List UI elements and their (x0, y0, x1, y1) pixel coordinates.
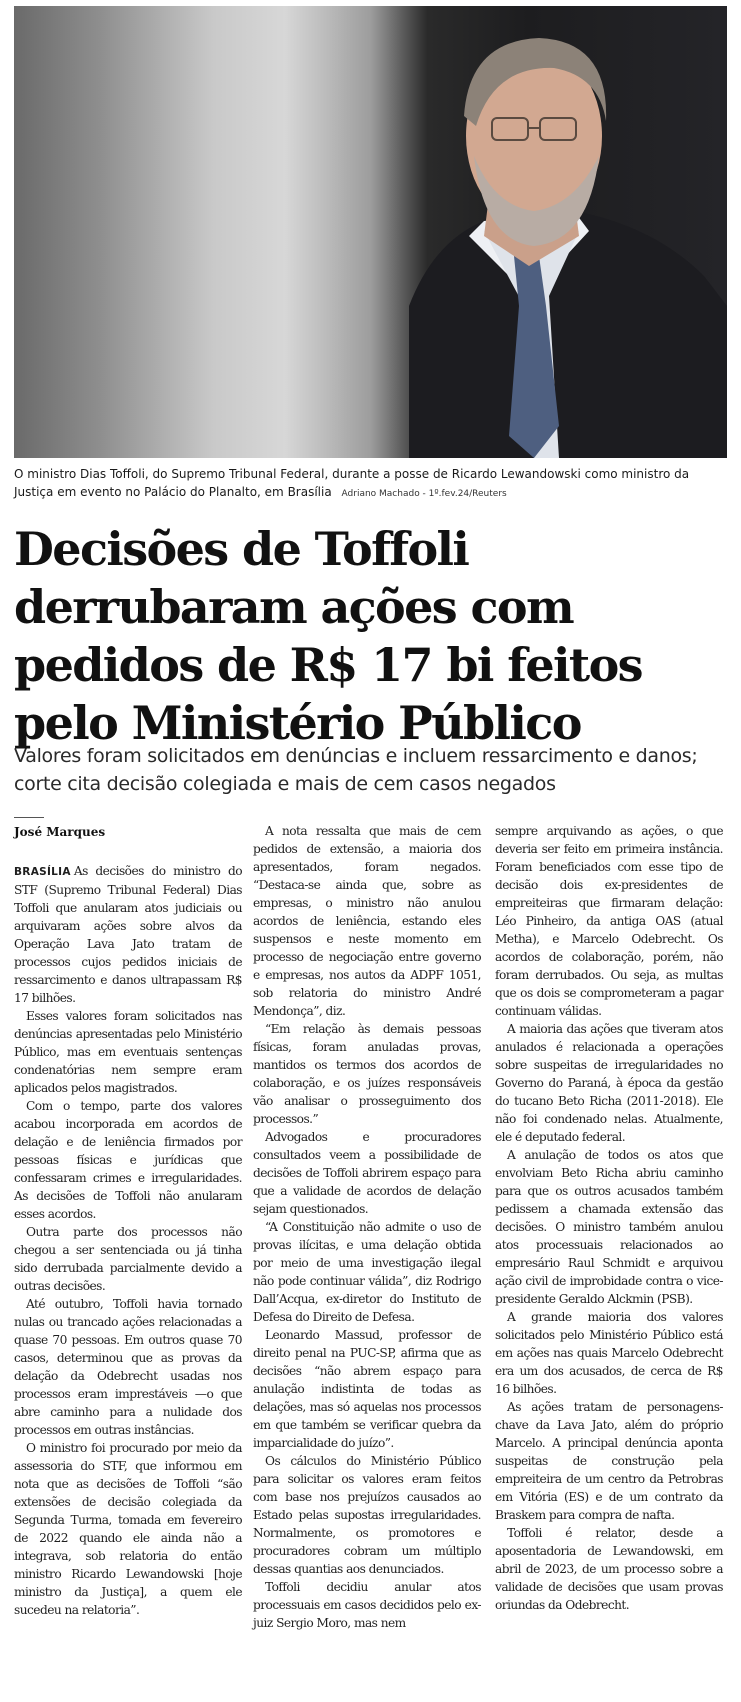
article-paragraph: Os cálculos do Ministério Público para solicitar os valores eram feitos com base nos prejuízos causados ao Estado pelas supostas irregularidades. Normalmente, os promotores e procuradores cobram um múltiplo dessas quantias aos denunciados. (253, 1454, 481, 1576)
article-paragraph: BRASÍLIA As decisões do ministro do STF (Supremo Tribunal Federal) Dias Toffoli que anularam atos judiciais ou arquivaram ações sobre alvos da Operação Lava Jato tratam de processos cujos pedidos iniciais de ressarcimento e danos ultrapassam R$ 17 bilhões. (14, 864, 242, 1005)
headline: Decisões de Toffoli derrubaram ações com pedidos de R$ 17 bi feitos pelo Ministério Público (14, 522, 642, 750)
article-paragraph: Leonardo Massud, professor de direito penal na PUC-SP, afirma que as decisões “não abrem espaço para anulação indistinta de todas as delações, mas só aquelas nos processos em que também se verificar quebra da imparcialidade do juízo”. (253, 1328, 481, 1450)
news-photo (14, 6, 727, 458)
article-paragraph: Advogados e procuradores consultados veem a possibilidade de decisões de Toffoli abrirem espaço para que a validade de acordos de delação sejam questionados. (253, 1130, 481, 1216)
byline: José Marques (14, 825, 106, 839)
article-column-2 (253, 822, 481, 1632)
article-paragraph: Outra parte dos processos não chegou a ser sentenciada ou já tinha sido derrubada parcialmente devido a outras decisões. (14, 1225, 242, 1293)
article-paragraph: “Em relação às demais pessoas físicas, foram anuladas provas, mantidos os termos dos acordos de colaboração, e os juízes responsáveis vão analisar o prosseguimento dos processos.” (253, 1022, 481, 1126)
photo-caption (14, 465, 727, 503)
photo-credit: Adriano Machado - 1º.fev.24/Reuters (341, 489, 507, 499)
article-paragraph: Toffoli é relator, desde a aposentadoria de Lewandowski, em abril de 2023, de um processo sobre a validade de decisões que usam provas oriundas da Odebrecht. (495, 1526, 723, 1612)
article-paragraph: Esses valores foram solicitados nas denúncias apresentadas pelo Ministério Público, mas em eventuais sentenças condenatórias nem sempre eram aplicados pelos magistrados. (14, 1009, 242, 1095)
article-paragraph: sempre arquivando as ações, o que deveria ser feito em primeira instância. Foram beneficiados com esse tipo de decisão dois ex-presidentes de empreiteiras que firmaram delação: Léo Pinheiro, da antiga OAS (atual Metha), e Marcelo Odebrecht. Os acordos de colaboração, porém, não foram derrubados. Ou seja, as multas que os dois se comprometeram a pagar continuam válidas. (495, 824, 723, 1018)
byline-rule (14, 817, 44, 818)
caption-text: O ministro Dias Toffoli, do Supremo Tribunal Federal, durante a posse de Ricardo Lewandowski como ministro da Justiça em evento no Palácio do Planalto, em Brasília (14, 467, 690, 499)
dateline: BRASÍLIA (14, 866, 71, 878)
article-column-3 (495, 822, 723, 1614)
article-paragraph: Toffoli decidiu anular atos processuais em casos decididos pelo ex-juiz Sergio Moro, mas nem (253, 1580, 481, 1630)
article-paragraph: A grande maioria dos valores solicitados pelo Ministério Público está em ações nas quais Marcelo Odebrecht era um dos acusados, de cerca de R$ 16 bilhões. (495, 1310, 723, 1396)
article-paragraph: As ações tratam de personagens-chave da Lava Jato, além do próprio Marcelo. A principal denúncia aponta suspeitas de construção pela empreiteira de um centro da Petrobras em Vitória (ES) e de um contrato da Braskem para compra de nafta. (495, 1400, 723, 1522)
article-paragraph: A nota ressalta que mais de cem pedidos de extensão, a maioria dos apresentados, foram negados. “Destaca-se ainda que, sobre as empresas, o ministro não anulou acordos de leniência, estando eles suspensos e neste momento em processo de negociação entre governo e empresas, nos autos da ADPF 1051, sob relatoria do ministro André Mendonça”, diz. (253, 824, 481, 1018)
article-paragraph: “A Constituição não admite o uso de provas ilícitas, e uma delação obtida por meio de uma investigação ilegal não pode continuar válida”, diz Rodrigo Dall’Acqua, ex-diretor do Instituto de Defesa do Direito de Defesa. (253, 1220, 481, 1324)
article-column-1 (14, 862, 242, 1619)
article-paragraph: A maioria das ações que tiveram atos anulados é relacionada a operações sobre suspeitas de irregularidades no Governo do Paraná, à época da gestão do tucano Beto Richa (2011-2018). Ele não foi condenado nelas. Atualmente, ele é deputado federal. (495, 1022, 723, 1144)
photo-portrait-icon (14, 6, 727, 458)
article-paragraph: O ministro foi procurado por meio da assessoria do STF, que informou em nota que as decisões de Toffoli “são extensões de decisão colegiada da Segunda Turma, tomada em fevereiro de 2022 quando ele ainda não a integrava, sob relatoria do então ministro Ricardo Lewandowski [hoje ministro da Justiça], a quem ele sucedeu na relatoria”. (14, 1441, 242, 1617)
article-paragraph: A anulação de todos os atos que envolviam Beto Richa abriu caminho para que os outros acusados também pedissem a chamada extensão das decisões. O ministro também anulou atos processuais relacionados ao empresário Raul Schmidt e arquivou ação civil de improbidade contra o vice-presidente Geraldo Alckmin (PSB). (495, 1148, 723, 1306)
article-paragraph: Até outubro, Toffoli havia tornado nulas ou trancado ações relacionadas a quase 70 pessoas. Em outros quase 70 casos, determinou que as provas da delação da Odebrecht usadas nos processos eram imprestáveis —o que abre caminho para a nulidade dos processos em outras instâncias. (14, 1297, 242, 1437)
subheadline: Valores foram solicitados em denúncias e incluem ressarcimento e danos; corte cita decisão colegiada e mais de cem casos negados (14, 745, 698, 795)
article-paragraph: Com o tempo, parte dos valores acabou incorporada em acordos de delação e de leniência firmados por pessoas físicas e jurídicas que confessaram crimes e irregularidades. As decisões de Toffoli não anularam esses acordos. (14, 1099, 242, 1221)
